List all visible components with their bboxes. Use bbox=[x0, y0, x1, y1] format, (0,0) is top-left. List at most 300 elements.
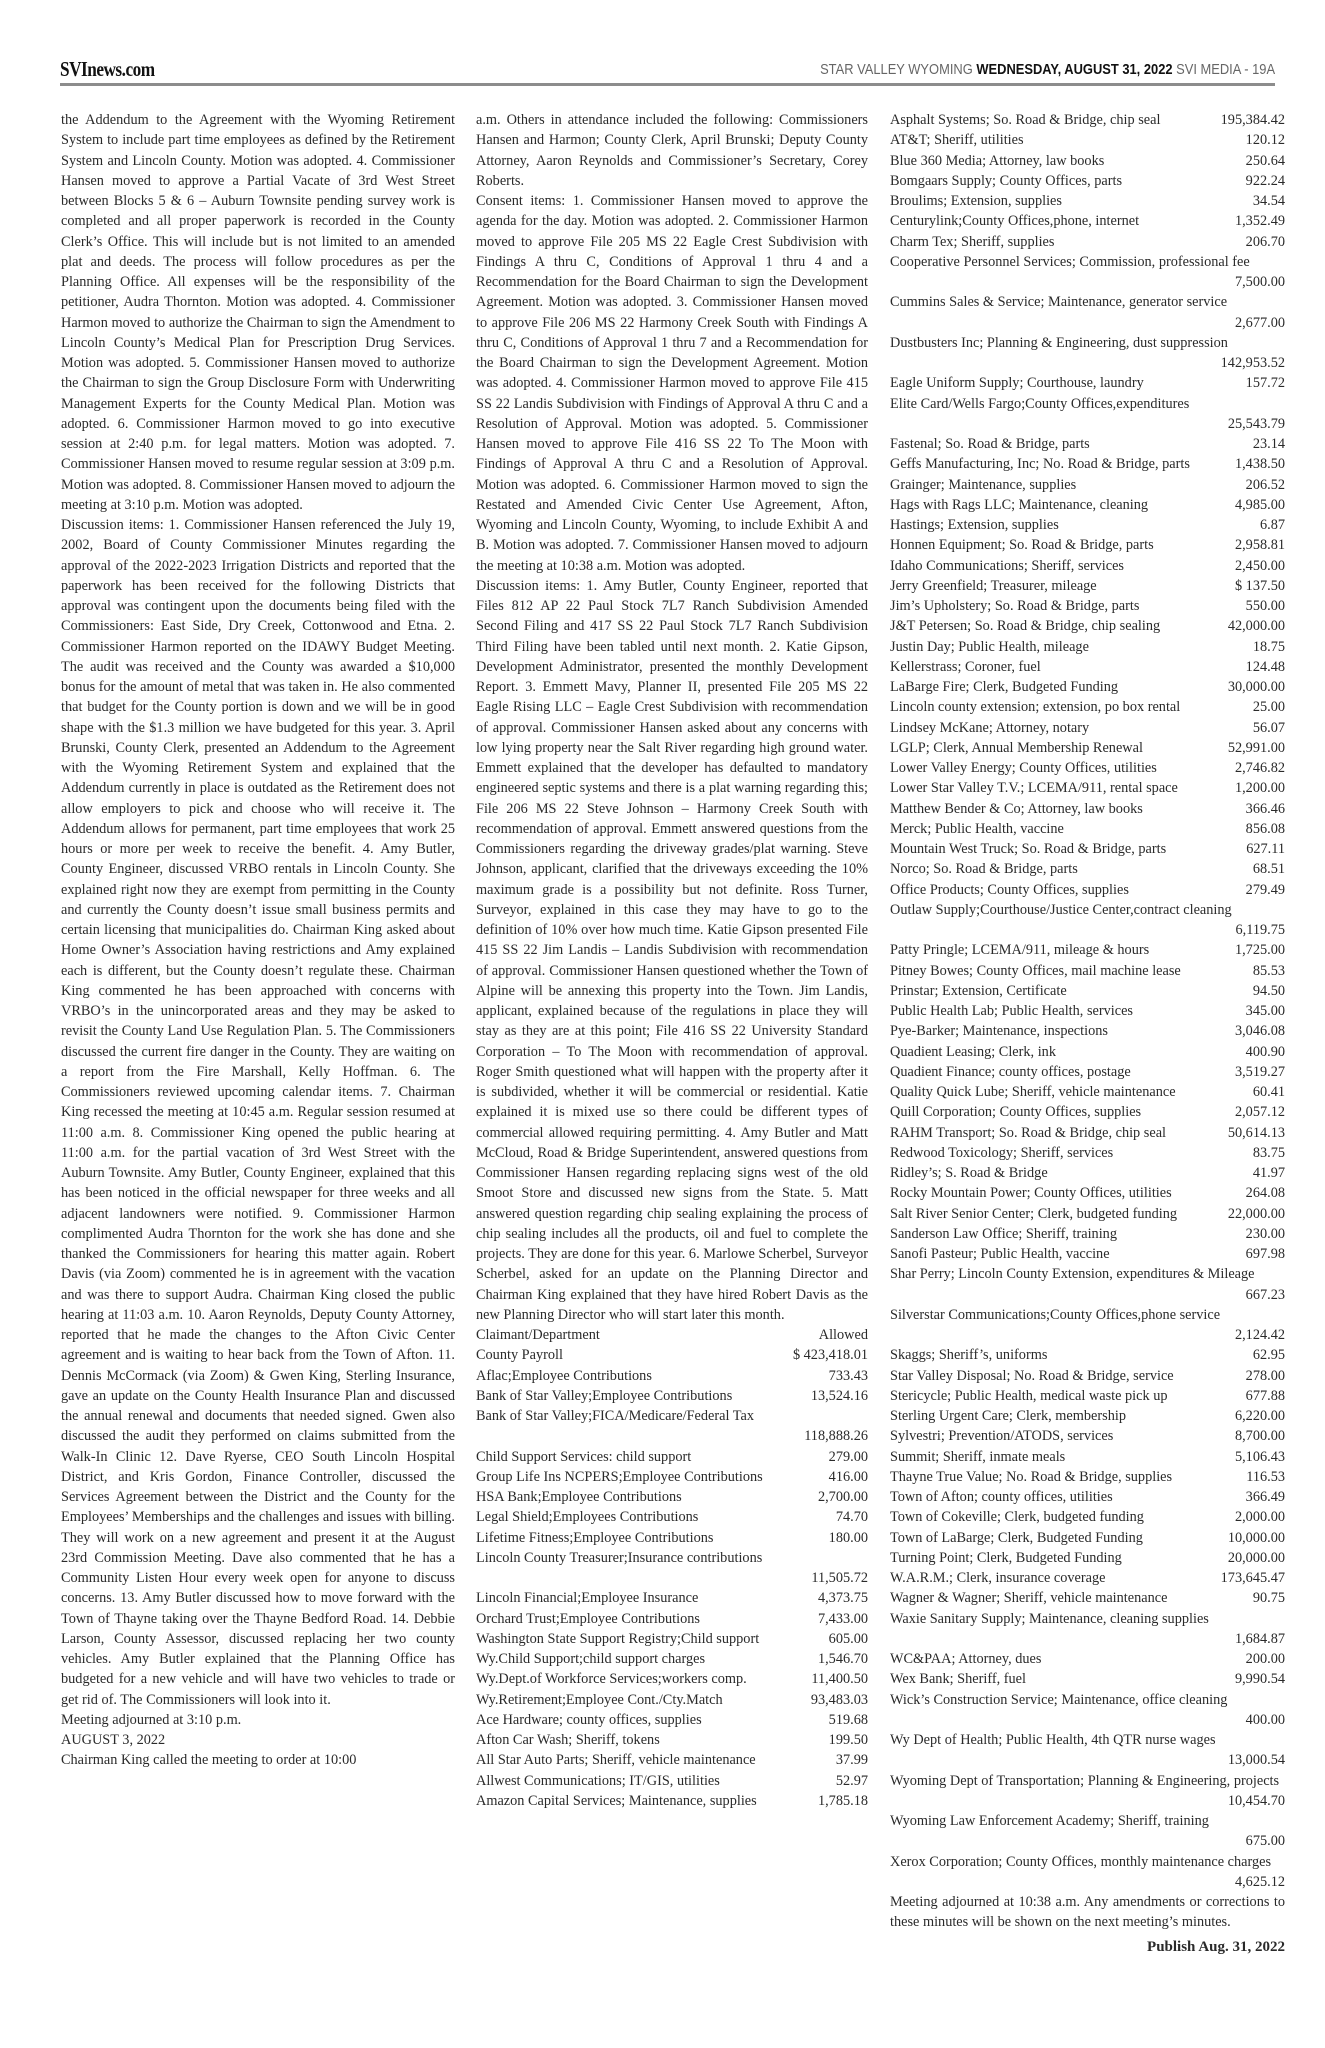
claim-row bbox=[890, 1204, 1285, 1224]
claim-amount: 206.52 bbox=[1245, 476, 1285, 493]
claims-list bbox=[476, 1345, 868, 1811]
claim-payee: J&T Petersen; So. Road & Bridge, chip sealing bbox=[890, 618, 1161, 635]
claim-row bbox=[890, 1730, 1285, 1771]
claim-row bbox=[890, 900, 1285, 941]
claim-row bbox=[890, 1487, 1285, 1507]
claim-payee: Lower Star Valley T.V.; LCEMA/911, rental space bbox=[890, 780, 1178, 797]
claim-payee: Wy.Child Support;child support charges bbox=[476, 1651, 706, 1667]
claim-payee: Charm Tex; Sheriff, supplies bbox=[890, 233, 1055, 250]
claim-payee: Wagner & Wagner; Sheriff, vehicle maintenance bbox=[890, 1590, 1168, 1607]
claim-payee: Cummins Sales & Service; Maintenance, generator service bbox=[890, 294, 1228, 311]
claim-row bbox=[890, 1507, 1285, 1527]
site-name: SVInews.com bbox=[60, 57, 155, 81]
claim-amount: 42,000.00 bbox=[1227, 618, 1285, 635]
claim-amount: 94.50 bbox=[1252, 982, 1285, 999]
claim-payee: Jerry Greenfield; Treasurer, mileage bbox=[890, 577, 1097, 594]
claim-amount: 2,677.00 bbox=[1234, 314, 1285, 331]
claim-row bbox=[476, 1588, 868, 1608]
claim-payee: Lower Valley Energy; County Offices, utilities bbox=[890, 760, 1157, 776]
claim-amount: 2,746.82 bbox=[1234, 760, 1285, 776]
claim-row bbox=[890, 1345, 1285, 1365]
claim-amount: 116.53 bbox=[1246, 1468, 1285, 1485]
claim-payee: Aflac;Employee Contributions bbox=[476, 1367, 652, 1384]
claim-amount: 278.00 bbox=[1245, 1367, 1285, 1384]
claim-payee: Ace Hardware; county offices, supplies bbox=[476, 1711, 702, 1728]
claims-list bbox=[890, 110, 1285, 1892]
claim-payee: Norco; So. Road & Bridge, parts bbox=[890, 861, 1078, 878]
claim-row bbox=[890, 556, 1285, 576]
claim-payee: Justin Day; Public Health, mileage bbox=[890, 638, 1089, 655]
page-header-info bbox=[820, 61, 1275, 78]
claim-row bbox=[476, 1710, 868, 1730]
meeting-date-heading: AUGUST 3, 2022 bbox=[61, 1732, 166, 1748]
claim-amount: 60.41 bbox=[1252, 1084, 1285, 1100]
claim-payee: Waxie Sanitary Supply; Maintenance, cleaning supplies bbox=[890, 1610, 1209, 1627]
claim-row bbox=[890, 1528, 1285, 1548]
claim-amount: 1,785.18 bbox=[817, 1792, 868, 1809]
claim-amount: 9,990.54 bbox=[1234, 1671, 1285, 1688]
claim-payee: Jim’s Upholstery; So. Road & Bridge, parts bbox=[890, 598, 1140, 614]
attendance-paragraph: a.m. Others in attendance included the following: Commissioners Hansen and Harmon; County Clerk, April Brunski; Deputy County Attorney, Aaron Reynolds and Commissioner’s Secretary, Corey Roberts. bbox=[476, 112, 868, 189]
claim-amount: 733.43 bbox=[828, 1367, 868, 1384]
claim-payee: Quadient Leasing; Clerk, ink bbox=[890, 1043, 1056, 1060]
claim-payee: Afton Car Wash; Sheriff, tokens bbox=[476, 1732, 660, 1748]
claim-payee: Amazon Capital Services; Maintenance, supplies bbox=[476, 1792, 757, 1809]
claim-amount: 18.75 bbox=[1252, 638, 1285, 655]
claim-row bbox=[890, 1447, 1285, 1467]
claim-row bbox=[890, 1771, 1285, 1812]
claim-payee: Wy Dept of Health; Public Health, 4th QTR nurse wages bbox=[890, 1732, 1216, 1748]
claim-amount: 2,000.00 bbox=[1234, 1509, 1285, 1526]
claim-amount: 400.90 bbox=[1245, 1043, 1285, 1060]
claim-amount: 20,000.00 bbox=[1227, 1549, 1285, 1566]
claim-amount: 6,220.00 bbox=[1234, 1408, 1285, 1424]
claim-amount: $ 423,418.01 bbox=[792, 1347, 868, 1364]
claim-payee: Elite Card/Wells Fargo;County Offices,expenditures bbox=[890, 395, 1190, 412]
claim-row bbox=[890, 1588, 1285, 1608]
claim-amount: 10,454.70 bbox=[1227, 1792, 1285, 1809]
claim-row bbox=[890, 1649, 1285, 1669]
consent-items-paragraph: Consent items: 1. Commissioner Hansen moved to approve the agenda for the day. Motion was adopted. 2. Commissioner Harmon moved to approve File 205 MS 22 Eagle Crest Subdivision with Findings A thru C, Conditions of Approval 1 thru 4 and a Recommendation for the Board Chairman to sign the Development Agreement. Motion was adopted. 3. Commissioner Hansen moved to approve File 206 MS 22 Harmony Creek South with Findings A thru C, Conditions of Approval 1 thru 7 and a Recommendation for the Board Chairman to sign the Development Agreement. Motion was adopted. 4. Commissioner Harmon moved to approve File 415 SS 22 Landis Subdivision with Findings of Approval A thru C and a Resolution of Approval. Motion was adopted. 5. Commissioner Hansen moved to approve File 416 SS 22 To The Moon with Findings of Approval A thru C and a Resolution of Approval. Motion was adopted. 6. Commissioner Harmon moved to sign the Restated and Amended Civic Center Use Agreement, Afton, Wyoming and Lincoln County, Wyoming, to include Exhibit A and B. Motion was adopted. 7. Commissioner Hansen moved to adjourn the meeting at 10:38 a.m. Motion was adopted. bbox=[476, 193, 868, 574]
claim-payee: Star Valley Disposal; No. Road & Bridge, service bbox=[890, 1367, 1174, 1384]
claim-payee: Office Products; County Offices, supplies bbox=[890, 881, 1129, 898]
claim-amount: 400.00 bbox=[1245, 1711, 1285, 1728]
claim-amount: 6,119.75 bbox=[1235, 922, 1285, 938]
claim-row bbox=[476, 1690, 868, 1710]
claim-amount: 30,000.00 bbox=[1227, 679, 1285, 695]
claim-payee: Wyoming Dept of Transportation; Planning & Engineering, projects bbox=[890, 1772, 1280, 1789]
adjourn-line: Meeting adjourned at 3:10 p.m. bbox=[61, 1711, 242, 1728]
claim-row bbox=[890, 961, 1285, 981]
claim-row bbox=[890, 880, 1285, 900]
claim-payee: Pye-Barker; Maintenance, inspections bbox=[890, 1023, 1108, 1040]
claim-row bbox=[890, 454, 1285, 474]
claim-amount: 697.98 bbox=[1245, 1246, 1285, 1262]
claim-row bbox=[476, 1487, 868, 1507]
claim-amount: 667.23 bbox=[1245, 1286, 1285, 1303]
claim-amount: 856.08 bbox=[1245, 820, 1285, 837]
claims-table-header bbox=[476, 1325, 868, 1345]
claim-payee: Centurylink;County Offices,phone, internet bbox=[890, 213, 1140, 230]
claim-row bbox=[890, 981, 1285, 1001]
claim-amount: 366.46 bbox=[1245, 800, 1285, 817]
claim-row bbox=[890, 333, 1285, 374]
claim-payee: Merck; Public Health, vaccine bbox=[890, 820, 1064, 837]
claim-amount: 68.51 bbox=[1252, 861, 1285, 878]
claim-amount: 83.75 bbox=[1252, 1144, 1285, 1161]
claim-row bbox=[476, 1649, 868, 1669]
claim-payee: LGLP; Clerk, Annual Membership Renewal bbox=[890, 739, 1143, 756]
claim-payee: Town of Cokeville; Clerk, budgeted funding bbox=[890, 1509, 1144, 1526]
claim-payee: Mountain West Truck; So. Road & Bridge, parts bbox=[890, 841, 1167, 857]
claim-row bbox=[890, 475, 1285, 495]
header-date: WEDNESDAY, AUGUST 31, 2022 bbox=[976, 61, 1173, 78]
claim-row bbox=[890, 151, 1285, 171]
claim-row bbox=[890, 1042, 1285, 1062]
claim-row bbox=[890, 1467, 1285, 1487]
claim-amount: 8,700.00 bbox=[1234, 1428, 1285, 1445]
claim-amount: 264.08 bbox=[1245, 1185, 1285, 1202]
claim-row bbox=[890, 1062, 1285, 1082]
claim-row bbox=[890, 1305, 1285, 1346]
claim-payee: WC&PAA; Attorney, dues bbox=[890, 1651, 1042, 1667]
claim-amount: 7,500.00 bbox=[1234, 274, 1285, 290]
claim-payee: RAHM Transport; So. Road & Bridge, chip seal bbox=[890, 1124, 1167, 1141]
claim-row bbox=[890, 191, 1285, 211]
claim-amount: 5,106.43 bbox=[1234, 1448, 1285, 1465]
claim-amount: 677.88 bbox=[1245, 1387, 1285, 1404]
claim-payee: Turning Point; Clerk, Budgeted Funding bbox=[890, 1549, 1122, 1566]
claim-amount: 550.00 bbox=[1245, 598, 1285, 614]
claim-row bbox=[890, 1568, 1285, 1588]
claim-amount: 173,645.47 bbox=[1220, 1570, 1285, 1586]
claim-payee: Wex Bank; Sheriff, fuel bbox=[890, 1671, 1026, 1688]
claim-row bbox=[890, 394, 1285, 435]
allowed-column-header: Allowed bbox=[818, 1327, 868, 1343]
claim-amount: 56.07 bbox=[1252, 719, 1285, 736]
claim-amount: 199.50 bbox=[828, 1732, 868, 1748]
claim-payee: County Payroll bbox=[476, 1347, 563, 1364]
claim-row bbox=[890, 1102, 1285, 1122]
claim-amount: 13,000.54 bbox=[1227, 1752, 1285, 1769]
claim-payee: Quadient Finance; county offices, postage bbox=[890, 1063, 1131, 1080]
claim-payee: Wick’s Construction Service; Maintenance, office cleaning bbox=[890, 1691, 1228, 1708]
claim-row bbox=[890, 495, 1285, 515]
claim-amount: 11,400.50 bbox=[811, 1671, 868, 1688]
claim-amount: 2,057.12 bbox=[1234, 1104, 1285, 1121]
claim-row bbox=[890, 596, 1285, 616]
claim-amount: 922.24 bbox=[1245, 172, 1285, 189]
claim-payee: Bank of Star Valley;Employee Contributions bbox=[476, 1387, 733, 1404]
claim-row bbox=[890, 110, 1285, 130]
claim-amount: 279.49 bbox=[1245, 881, 1285, 898]
claim-amount: 52,991.00 bbox=[1227, 739, 1285, 756]
claim-amount: 4,985.00 bbox=[1234, 496, 1285, 513]
claim-amount: 2,958.81 bbox=[1234, 537, 1285, 554]
claim-amount: 200.00 bbox=[1245, 1651, 1285, 1667]
claim-row bbox=[476, 1507, 868, 1527]
claim-row bbox=[890, 576, 1285, 596]
claim-payee: Sanderson Law Office; Sheriff, training bbox=[890, 1225, 1117, 1242]
claim-row bbox=[890, 1690, 1285, 1731]
claim-payee: Ridley’s; S. Road & Bridge bbox=[890, 1165, 1048, 1181]
claim-payee: Prinstar; Extension, Certificate bbox=[890, 982, 1067, 999]
claim-amount: 1,546.70 bbox=[817, 1651, 868, 1667]
claim-payee: Bank of Star Valley;FICA/Medicare/Federal Tax bbox=[476, 1408, 754, 1424]
claim-payee: Hags with Rags LLC; Maintenance, cleaning bbox=[890, 496, 1149, 513]
claim-row bbox=[476, 1791, 868, 1811]
claim-amount: 7,433.00 bbox=[817, 1610, 868, 1627]
claim-row bbox=[890, 718, 1285, 738]
claim-amount: 62.95 bbox=[1252, 1347, 1285, 1364]
claim-row bbox=[890, 292, 1285, 333]
minutes-paragraph: Discussion items: 1. Commissioner Hansen referenced the July 19, 2002, Board of County Commissioner Minutes regarding the approval of the 2022-2023 Irrigation Districts and reported that the paperwork has been received for the following Districts that approval was contingent upon the documents being filed with the Commissioners: East Side, Dry Creek, Cottonwood and Etna. 2. Commissioner Harmon reported on the IDAWY Budget Meeting. The audit was received and the County was awarded a $10,000 bonus for the amount of metal that was taken in. He also commented that budget for the County portion is down and we will be in good shape with the $1.3 million we have budgeted for this year. 3. April Brunski, County Clerk, presented an Addendum to the Agreement with the Wyoming Retirement System and explained that the Addendum currently in place is outdated as the Retirement does not allow employers to pick and choose who will receive it. The Addendum allows for permanent, part time employees that work 25 hours or more per week to receive the benefit. 4. Amy Butler, County Engineer, discussed VRBO rentals in Lincoln County. She explained right now they are exempt from permitting in the County and currently the County doesn’t issue small business permits and certain licensing that municipalities do. Chairman King asked about Home Owner’s Association having restrictions and Amy explained each is different, but the County doesn’t regulate these. Chairman King commented he has been approached with concerns with VRBO’s in the unincorporated areas and they may be asked to revisit the County Land Use Regulation Plan. 5. The Commissioners discussed the current fire danger in the County. They are waiting on a report from the Fire Marshall, Kelly Hoffman. 6. The Commissioners reviewed upcoming calendar items. 7. Chairman King recessed the meeting at 10:45 a.m. Regular session resumed at 11:00 a.m. 8. Commissioner King opened the public hearing at 11:00 a.m. for the partial vacation of 3rd West Street with the Auburn Townsite. Amy Butler, County Engineer, explained that this has been noticed in the official newspaper for three weeks and all adjacent landowners were notified. 9. Commissioner Harmon complimented Audra Thornton for the work she has done and she thanked the Commissioners for hearing this matter again. Robert Davis (via Zoom) commented he is in agreement with the vacation and was there to support Audra. Chairman King closed the public hearing at 11:03 a.m. 10. Aaron Reynolds, Deputy County Attorney, reported that he made the changes to the Afton Civic Center agreement and is waiting to hear back from the Town of Afton. 11. Dennis McCormack (via Zoom) & Gwen King, Sterling Insurance, gave an update on the County Health Insurance Plan and discussed the annual renewal and documents that needed signed. Gwen also discussed the audit they performed on claims submitted from the Walk-In Clinic 12. Dave Ryerse, CEO South Lincoln Hospital District, and Kris Gordon, Finance Controller, discussed the Services Agreement between the District and the County for the Employees’ Memberships and the challenges and issues with billing. They will work on a new agreement and present it at the August 23rd Commission Meeting. Dave also commented that he has a Community Listen Hour every week open for anyone to discuss concerns. 13. Amy Butler discussed how to move forward with the Town of Thayne taking over the Thayne Bedford Road. 14. Debbie Larson, County Assessor, discussed replacing her two county vehicles. Amy Butler explained that the Planning Office has budgeted for a new vehicle and will have two vehicles to trade or get rid of. The Commissioners will look into it. bbox=[61, 517, 455, 1708]
claim-row bbox=[476, 1548, 868, 1589]
claim-row bbox=[890, 1163, 1285, 1183]
claim-payee: LaBarge Fire; Clerk, Budgeted Funding bbox=[890, 679, 1119, 695]
claim-payee: Blue 360 Media; Attorney, law books bbox=[890, 152, 1105, 169]
claim-row bbox=[890, 434, 1285, 454]
claim-payee: W.A.R.M.; Clerk, insurance coverage bbox=[890, 1570, 1106, 1586]
claim-payee: Rocky Mountain Power; County Offices, utilities bbox=[890, 1185, 1172, 1202]
claim-payee: Geffs Manufacturing, Inc; No. Road & Bridge, parts bbox=[890, 456, 1190, 473]
claim-row bbox=[890, 1183, 1285, 1203]
claim-amount: 345.00 bbox=[1245, 1003, 1285, 1019]
claim-row bbox=[890, 1021, 1285, 1041]
claimant-column-header: Claimant/Department bbox=[476, 1327, 600, 1343]
claim-amount: 22,000.00 bbox=[1227, 1205, 1285, 1222]
claim-payee: Sanofi Pasteur; Public Health, vaccine bbox=[890, 1246, 1110, 1262]
claim-row bbox=[890, 130, 1285, 150]
claim-payee: Honnen Equipment; So. Road & Bridge, parts bbox=[890, 537, 1154, 554]
claim-payee: Orchard Trust;Employee Contributions bbox=[476, 1610, 700, 1627]
claim-amount: 627.11 bbox=[1246, 841, 1285, 857]
claim-row bbox=[890, 819, 1285, 839]
claim-row bbox=[890, 535, 1285, 555]
claim-payee: Lifetime Fitness;Employee Contributions bbox=[476, 1529, 714, 1546]
claim-payee: Stericycle; Public Health, medical waste pick up bbox=[890, 1387, 1168, 1404]
claim-payee: Group Life Ins NCPERS;Employee Contributions bbox=[476, 1468, 763, 1485]
claim-amount: 250.64 bbox=[1245, 152, 1285, 169]
claim-row bbox=[890, 1264, 1285, 1305]
claim-amount: 85.53 bbox=[1252, 962, 1285, 979]
claim-amount: 1,352.49 bbox=[1234, 213, 1285, 230]
claim-amount: 74.70 bbox=[835, 1509, 868, 1526]
claim-payee: Kellerstrass; Coroner, fuel bbox=[890, 658, 1041, 675]
claim-row bbox=[890, 1366, 1285, 1386]
claim-payee: Allwest Communications; IT/GIS, utilities bbox=[476, 1772, 720, 1789]
claim-row bbox=[890, 677, 1285, 697]
claim-payee: Patty Pringle; LCEMA/911, mileage & hours bbox=[890, 942, 1150, 959]
claim-amount: 2,450.00 bbox=[1234, 557, 1285, 574]
claim-amount: 124.48 bbox=[1245, 658, 1285, 675]
claim-payee: Quill Corporation; County Offices, supplies bbox=[890, 1104, 1142, 1121]
header-section: SVI MEDIA - 19A bbox=[1176, 61, 1275, 78]
claim-row bbox=[476, 1467, 868, 1487]
minutes-paragraph: Chairman King called the meeting to order at 10:00 bbox=[61, 1752, 357, 1769]
claim-amount: 23.14 bbox=[1252, 436, 1285, 452]
claim-amount: 52.97 bbox=[835, 1772, 868, 1789]
discussion-items-paragraph: Discussion items: 1. Amy Butler, County Engineer, reported that Files 812 AP 22 Paul Stock 7L7 Ranch Subdivision Amended Second Filing and 417 SS 22 Paul Stock 7L7 Ranch Subdivision Third Filing have been tabled until next month. 2. Katie Gipson, Development Administrator, presented the monthly Development Report. 3. Emmett Mavy, Planner II, presented File 205 MS 22 Eagle Rising LLC – Eagle Crest Subdivision with recommendation of approval. Commissioner Hansen asked about any concerns with low lying property near the Salt River regarding high ground water. Emmett explained that the developer has defaulted to mandatory engineered septic systems and there is a plat warning regarding this; File 206 MS 22 Steve Johnson – Harmony Creek South with recommendation of approval. Emmett answered questions from the Commissioners regarding the driveway grades/plat warning. Steve Johnson, applicant, clarified that the driveways exceeding the 10% maximum grade is a possibility but not definite. Ross Turner, Surveyor, explained in this case they may have to go to the definition of 10% over how much time. Katie Gipson presented File 415 SS 22 Jim Landis – Landis Subdivision with recommendation of approval. Commissioner Hansen questioned whether the Town of Alpine will be annexing this property into the Town. Jim Landis, applicant, explained because of the regulations in place they will stay as they are at this point; File 416 SS 22 University Standard Corporation – To The Moon with recommendation of approval. Roger Smith questioned what will happen with the property after it is subdivided, whether it will be commercial or residential. Katie explained it is mixed use so there could be different types of commercial allowed requiring permitting. 4. Amy Butler and Matt McCloud, Road & Bridge Superintendent, answered questions from Commissioner Hansen regarding replacing signs west of the old Smoot Store and discussed new signs from the State. 5. Matt answered question regarding chip sealing explaining the process of chip sealing includes all the products, oil and fuel to complete the projects. They are done for this year. 6. Marlowe Scherbel, Surveyor Scherbel, asked for an update on the Planning Director and Chairman King explained that they have hired Robert Davis as the new Planning Director who will start later this month. bbox=[476, 577, 868, 1323]
claim-payee: HSA Bank;Employee Contributions bbox=[476, 1489, 682, 1505]
claim-row bbox=[476, 1528, 868, 1548]
claim-row bbox=[476, 1730, 868, 1750]
claim-payee: Idaho Communications; Sheriff, services bbox=[890, 557, 1124, 574]
right-column bbox=[890, 110, 1285, 1957]
minutes-paragraph: the Addendum to the Agreement with the Wyoming Retirement System to include part time employees as defined by the Retirement System and Lincoln County. Motion was adopted. 4. Commissioner Hansen moved to approve a Partial Vacate of 3rd West Street between Blocks 5 & 6 – Auburn Townsite pending survey work is completed and all proper paperwork is recorded in the County Clerk’s Office. This will include but is not limited to an amended plat and deeds. The process will follow procedures as per the Planning Office. All expenses will be the responsibility of the petitioner, Audra Thornton. Motion was adopted. 4. Commissioner Harmon moved to authorize the Chairman to sign the Amendment to Lincoln County’s Medical Plan for Prescription Drug Services. Motion was adopted. 5. Commissioner Hansen moved to authorize the Chairman to sign the Group Disclosure Form with Underwriting Management Experts for the County Medical Plan. Motion was adopted. 6. Commissioner Harmon moved to go into executive session at 2:40 p.m. for legal matters. Motion was adopted. 7. Commissioner Hansen moved to resume regular session at 3:09 p.m. Motion was adopted. 8. Commissioner Hansen moved to adjourn the meeting at 3:10 p.m. Motion was adopted. bbox=[61, 112, 455, 513]
claim-amount: 37.99 bbox=[835, 1752, 868, 1769]
claim-row bbox=[890, 171, 1285, 191]
claim-payee: Xerox Corporation; County Offices, monthly maintenance charges bbox=[890, 1853, 1272, 1870]
claim-amount: 675.00 bbox=[1245, 1833, 1285, 1850]
claim-payee: Child Support Services: child support bbox=[476, 1448, 692, 1465]
claim-row bbox=[890, 697, 1285, 717]
claim-payee: Washington State Support Registry;Child support bbox=[476, 1630, 760, 1647]
claim-payee: Town of Afton; county offices, utilities bbox=[890, 1489, 1113, 1505]
claim-row bbox=[890, 616, 1285, 636]
claim-payee: Matthew Bender & Co; Attorney, law books bbox=[890, 800, 1143, 817]
claim-amount: 519.68 bbox=[828, 1711, 868, 1728]
claim-payee: Asphalt Systems; So. Road & Bridge, chip seal bbox=[890, 112, 1161, 128]
claim-row bbox=[476, 1771, 868, 1791]
claim-amount: $ 137.50 bbox=[1234, 577, 1285, 594]
header-location: STAR VALLEY WYOMING bbox=[819, 61, 973, 78]
claim-amount: 25.00 bbox=[1252, 699, 1285, 716]
claim-payee: Dustbusters Inc; Planning & Engineering, dust suppression bbox=[890, 334, 1228, 351]
claim-payee: Lincoln Financial;Employee Insurance bbox=[476, 1590, 699, 1607]
claim-payee: All Star Auto Parts; Sheriff, vehicle maintenance bbox=[476, 1752, 756, 1769]
claim-amount: 34.54 bbox=[1252, 193, 1285, 209]
claim-amount: 1,684.87 bbox=[1234, 1630, 1285, 1647]
claim-amount: 120.12 bbox=[1245, 132, 1285, 149]
claim-payee: Sterling Urgent Care; Clerk, membership bbox=[890, 1408, 1126, 1424]
claim-row bbox=[890, 1244, 1285, 1264]
claim-row bbox=[476, 1386, 868, 1406]
claim-amount: 118,888.26 bbox=[804, 1428, 868, 1445]
claim-amount: 279.00 bbox=[828, 1448, 868, 1465]
claim-row bbox=[890, 515, 1285, 535]
claim-payee: Quality Quick Lube; Sheriff, vehicle maintenance bbox=[890, 1084, 1176, 1100]
claim-payee: Thayne True Value; No. Road & Bridge, supplies bbox=[890, 1468, 1173, 1485]
claim-row bbox=[890, 1224, 1285, 1244]
claim-payee: Summit; Sheriff, inmate meals bbox=[890, 1448, 1066, 1465]
claim-amount: 13,524.16 bbox=[810, 1387, 868, 1404]
masthead bbox=[60, 55, 1275, 86]
publish-date: Publish Aug. 31, 2022 bbox=[1147, 1938, 1285, 1955]
claim-amount: 1,200.00 bbox=[1234, 780, 1285, 797]
claim-payee: Town of LaBarge; Clerk, Budgeted Funding bbox=[890, 1529, 1143, 1546]
claim-row bbox=[890, 1082, 1285, 1102]
claim-payee: Broulims; Extension, supplies bbox=[890, 193, 1062, 209]
claim-amount: 93,483.03 bbox=[810, 1691, 868, 1708]
claim-row bbox=[890, 1548, 1285, 1568]
claim-amount: 6.87 bbox=[1259, 517, 1285, 533]
claim-amount: 366.49 bbox=[1245, 1489, 1285, 1505]
claim-payee: Grainger; Maintenance, supplies bbox=[890, 476, 1077, 493]
claim-payee: Outlaw Supply;Courthouse/Justice Center,contract cleaning bbox=[890, 901, 1232, 918]
claim-amount: 25,543.79 bbox=[1227, 415, 1285, 432]
claim-row bbox=[890, 373, 1285, 393]
claim-row bbox=[890, 1609, 1285, 1650]
claim-amount: 180.00 bbox=[828, 1529, 868, 1546]
claim-row bbox=[890, 1406, 1285, 1426]
claim-row bbox=[890, 1669, 1285, 1689]
claim-row bbox=[476, 1609, 868, 1629]
claim-payee: Skaggs; Sheriff’s, uniforms bbox=[890, 1347, 1048, 1364]
claim-row bbox=[890, 799, 1285, 819]
claim-row bbox=[890, 252, 1285, 293]
claim-payee: Eagle Uniform Supply; Courthouse, laundry bbox=[890, 375, 1144, 392]
claim-row bbox=[890, 1123, 1285, 1143]
claim-amount: 157.72 bbox=[1245, 375, 1285, 392]
claim-payee: Pitney Bowes; County Offices, mail machine lease bbox=[890, 962, 1181, 979]
claim-payee: Redwood Toxicology; Sheriff, services bbox=[890, 1144, 1114, 1161]
claim-amount: 41.97 bbox=[1252, 1165, 1285, 1181]
claim-payee: Bomgaars Supply; County Offices, parts bbox=[890, 172, 1123, 189]
claim-amount: 142,953.52 bbox=[1220, 355, 1285, 371]
claim-payee: Fastenal; So. Road & Bridge, parts bbox=[890, 436, 1090, 452]
claim-row bbox=[476, 1447, 868, 1467]
claim-row bbox=[890, 1001, 1285, 1021]
claim-amount: 195,384.42 bbox=[1220, 112, 1285, 128]
claim-row bbox=[476, 1669, 868, 1689]
claim-row bbox=[476, 1629, 868, 1649]
claim-amount: 50,614.13 bbox=[1227, 1124, 1285, 1141]
claim-amount: 2,124.42 bbox=[1234, 1327, 1285, 1343]
claim-amount: 206.70 bbox=[1245, 233, 1285, 250]
claim-row bbox=[890, 778, 1285, 798]
claim-row bbox=[890, 1811, 1285, 1852]
claim-amount: 605.00 bbox=[828, 1630, 868, 1647]
claim-amount: 11,505.72 bbox=[811, 1570, 868, 1586]
claim-amount: 10,000.00 bbox=[1227, 1529, 1285, 1546]
claim-payee: Cooperative Personnel Services; Commission, professional fee bbox=[890, 253, 1250, 270]
claim-amount: 2,700.00 bbox=[817, 1489, 868, 1505]
claim-payee: Lincoln county extension; extension, po box rental bbox=[890, 699, 1181, 716]
closing-paragraph: Meeting adjourned at 10:38 a.m. Any amendments or corrections to these minutes will be shown on the next meeting’s minutes. bbox=[890, 1894, 1285, 1931]
claim-row bbox=[890, 738, 1285, 758]
claim-payee: Public Health Lab; Public Health, services bbox=[890, 1003, 1133, 1019]
claim-amount: 3,046.08 bbox=[1234, 1023, 1285, 1040]
claim-payee: Shar Perry; Lincoln County Extension, expenditures & Mileage bbox=[890, 1266, 1255, 1283]
claim-payee: Wy.Dept.of Workforce Services;workers comp. bbox=[476, 1671, 747, 1688]
claim-row bbox=[890, 637, 1285, 657]
claim-payee: AT&T; Sheriff, utilities bbox=[890, 132, 1024, 149]
claim-payee: Lincoln County Treasurer;Insurance contributions bbox=[476, 1549, 763, 1566]
claim-row bbox=[890, 1426, 1285, 1446]
claim-row bbox=[890, 1386, 1285, 1406]
claim-payee: Wyoming Law Enforcement Academy; Sheriff, training bbox=[890, 1813, 1209, 1829]
claim-row bbox=[890, 758, 1285, 778]
claim-payee: Wy.Retirement;Employee Cont./Cty.Match bbox=[476, 1691, 723, 1708]
claim-payee: Lindsey McKane; Attorney, notary bbox=[890, 719, 1090, 736]
claim-payee: Salt River Senior Center; Clerk, budgeted funding bbox=[890, 1205, 1178, 1222]
claim-row bbox=[890, 940, 1285, 960]
claim-row bbox=[890, 859, 1285, 879]
claim-row bbox=[890, 211, 1285, 231]
claim-row bbox=[476, 1406, 868, 1447]
claim-row bbox=[476, 1345, 868, 1365]
claim-amount: 90.75 bbox=[1252, 1590, 1285, 1607]
claim-amount: 230.00 bbox=[1245, 1225, 1285, 1242]
claim-row bbox=[890, 839, 1285, 859]
claim-row bbox=[476, 1366, 868, 1386]
claim-payee: Hastings; Extension, supplies bbox=[890, 517, 1059, 533]
claim-amount: 1,438.50 bbox=[1234, 456, 1285, 473]
claim-amount: 416.00 bbox=[828, 1468, 868, 1485]
claim-payee: Silverstar Communications;County Offices,phone service bbox=[890, 1306, 1221, 1323]
claim-amount: 4,625.12 bbox=[1234, 1873, 1285, 1890]
